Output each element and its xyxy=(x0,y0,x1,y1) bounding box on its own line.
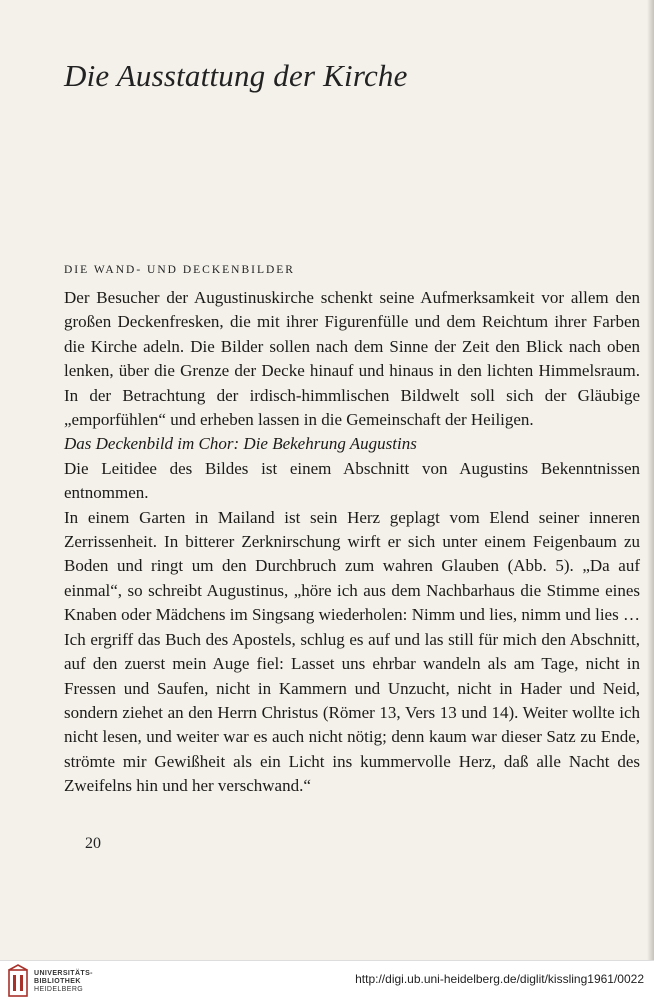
library-footer xyxy=(0,960,654,1003)
page-number: 20 xyxy=(85,835,101,852)
page-edge-shadow xyxy=(647,0,654,960)
section-heading: DIE WAND- UND DECKENBILDER xyxy=(64,264,295,276)
library-name-line: BIBLIOTHEK xyxy=(34,978,81,985)
page-title: Die Ausstattung der Kirche xyxy=(64,58,408,93)
university-library-logo-icon[interactable] xyxy=(6,964,30,1000)
paragraph-leitidee: Die Leitidee des Bildes ist einem Abschnitt von Augustins Bekenntnissen entnommen. xyxy=(64,458,640,503)
library-name-line: HEIDELBERG xyxy=(34,986,84,993)
subheading: Das Deckenbild im Chor: Die Bekehrung Augustins xyxy=(64,434,417,454)
library-name-line: UNIVERSITÄTS- xyxy=(34,970,93,977)
library-name xyxy=(34,970,93,994)
paragraph-garden: In einem Garten in Mailand ist sein Herz geplagt vom Elend seiner inneren Zerrissenheit. In bitterer Zerknirschung wirft er sich unter einem Feigenbaum zu Boden und ringt um den Durchbruch zum wahren Glauben (Abb. 5). „Da auf einmal“, so schreibt Augustinus, „höre ich aus dem Nachbarhaus die Stimme eines Knaben oder Mädchens im Singsang wiederholen: Nimm und lies, nimm und lies … Ich ergriff das Buch des Apostels, schlug es auf und las still für mich den Abschnitt, auf den zuerst mein Auge fiel: Lasset uns ehrbar wandeln als am Tage, nicht in Fressen und Saufen, nicht in Kammern und Unzucht, nicht in Hader und Neid, sondern ziehet an den Herrn Christus (Römer 13, Vers 13 und 14). Weiter wollte ich nicht lesen, und weiter war es auch nicht nötig; denn kaum war dieser Satz zu Ende, strömte mir Gewißheit als ein Licht ins kummervolle Herz, daß alle Nacht des Zweifelns hin und her verschwand.“ xyxy=(64,507,640,796)
source-url-link[interactable]: http://digi.ub.uni-heidelberg.de/diglit/kissling1961/0022 xyxy=(355,972,644,986)
paragraph-intro: Der Besucher der Augustinuskirche schenkt seine Aufmerksamkeit vor allem den großen Deckenfresken, die mit ihrer Figurenfülle und dem Reichtum ihrer Farben die Kirche adeln. Die Bilder sollen nach dem Sinne der Zeit den Blick nach oben lenken, über die Grenze der Decke hinauf und hinaus in den lichten Himmelsraum. In der Betrachtung der irdisch-himmlischen Bildwelt soll sich der Gläubige „emporfühlen“ und erheben lassen in die Gemeinschaft der Heiligen. xyxy=(64,288,640,430)
body-text xyxy=(64,286,640,799)
